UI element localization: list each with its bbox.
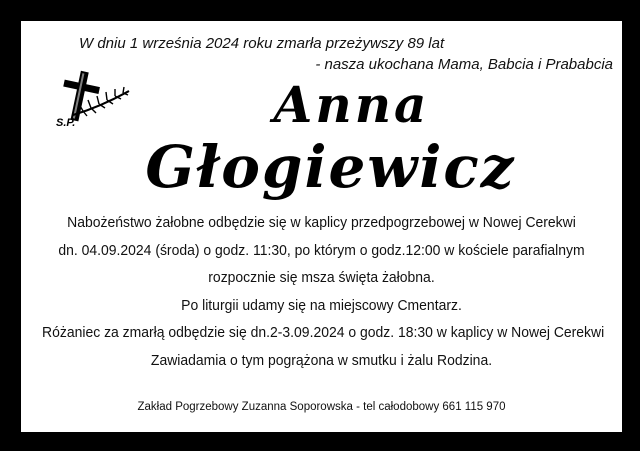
deceased-last-name: Głogiewicz [145, 133, 516, 201]
sp-label: S.P. [56, 117, 76, 129]
details-line-1: Nabożeństwo żałobne odbędzie się w kaplicy przedpogrzebowej w Nowej Cerekwi [67, 214, 576, 231]
details-line-6: Zawiadamia o tym pogrążona w smutku i żalu Rodzina. [150, 351, 493, 369]
details-line-3: rozpocznie się msza święta żałobna. [208, 269, 435, 286]
funeral-home-footer: Zakład Pogrzebowy Zuzanna Soporowska - tel całodobowy 661 115 970 [137, 401, 506, 413]
intro-line-2: - nasza ukochana Mama, Babcia i Prababcia [315, 56, 613, 73]
deceased-first-name: Anna [273, 75, 430, 134]
details-line-4: Po liturgii udamy się na miejscowy Cmentarz. [181, 296, 462, 314]
details-line-2: dn. 04.09.2024 (środa) o godz. 11:30, po którym o godz.12:00 w kościele parafialnym [58, 241, 585, 259]
details-line-5: Różaniec za zmarłą odbędzie się dn.2-3.09.2024 o godz. 18:30 w kaplicy w Nowej Cerekwi [42, 324, 605, 341]
intro-text [79, 33, 619, 75]
intro-line-1: W dniu 1 września 2024 roku zmarła przeżywszy 89 lat [79, 35, 445, 52]
obituary-notice [20, 20, 623, 433]
ceremony-details [42, 209, 605, 374]
